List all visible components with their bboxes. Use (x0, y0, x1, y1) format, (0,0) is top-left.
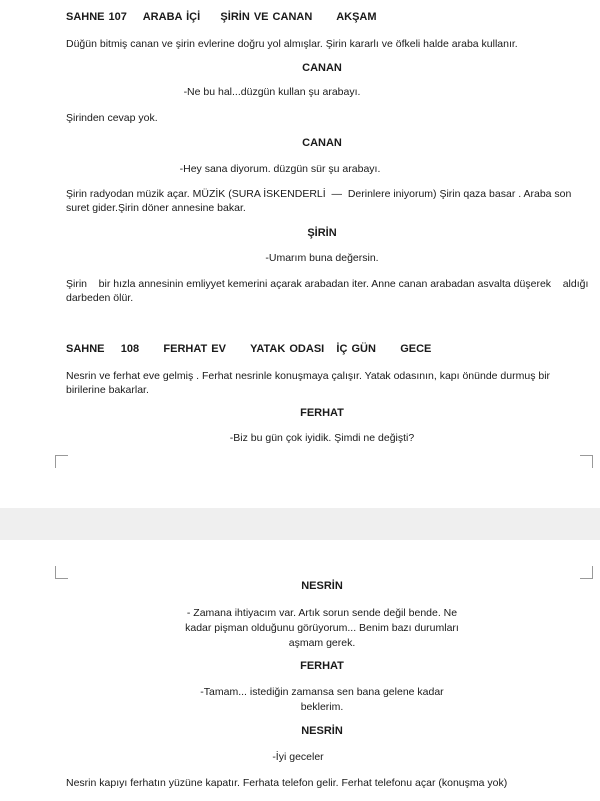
action-paragraph: suret gider.Şirin döner annesine bakar. (66, 202, 246, 214)
dialogue-line: -Tamam... istediğin zamansa sen bana gelene kadar (200, 686, 444, 698)
dialogue-line: kadar pişman olduğunu görüyorum... Benim bazı durumları (185, 622, 459, 634)
action-paragraph: Nesrin kapıyı ferhatın yüzüne kapatır. Ferhata telefon gelir. Ferhat telefonu açar (konuşma yok) (66, 777, 508, 789)
action-paragraph: Nesrin ve ferhat eve gelmiş . Ferhat nesrinle konuşmaya çalışır. Yatak odasının, kapı önünde durmuş bir (66, 370, 551, 382)
margin-corner-mark (580, 566, 593, 579)
margin-corner-mark (580, 455, 593, 468)
script-page-2 (0, 540, 600, 801)
dialogue-line: -Biz bu gün çok iyidik. Şimdi ne değişti? (229, 432, 415, 444)
margin-corner-mark (55, 455, 68, 468)
dialogue-line: -Umarım buna değersin. (265, 252, 379, 264)
page-break-gap (0, 508, 600, 540)
dialogue-line: -Ne bu hal...düzgün kullan şu arabayı. (183, 86, 361, 98)
margin-corner-mark (55, 566, 68, 579)
character-name: NESRİN (301, 580, 343, 592)
character-name: NESRİN (301, 725, 343, 737)
dialogue-line: aşmam gerek. (288, 637, 356, 649)
character-name: CANAN (302, 137, 342, 149)
character-name: FERHAT (300, 660, 344, 672)
dialogue-line: -İyi geceler (272, 751, 324, 763)
character-name: ŞİRİN (307, 227, 337, 239)
scene-107-heading: SAHNE 107 ARABA İÇİ ŞİRİN VE CANAN AKŞAM (66, 11, 377, 23)
character-name: CANAN (302, 62, 342, 74)
dialogue-line: beklerim. (300, 701, 344, 713)
action-paragraph: Şirinden cevap yok. (66, 112, 158, 124)
action-paragraph: Şirin bir hızla annesinin emliyyet kemerini açarak arabadan iter. Anne canan arabadan asvalta düşerek aldığı (66, 278, 589, 290)
character-name: FERHAT (300, 407, 344, 419)
action-paragraph: birilerine bakarlar. (66, 384, 149, 396)
action-paragraph: Şirin radyodan müzik açar. MÜZİK (SURA İSKENDERLİ — Derinlere iniyorum) Şirin qaza basar . Araba son (66, 188, 572, 200)
scene-108-heading: SAHNE 108 FERHAT EV YATAK ODASI İÇ GÜN GECE (66, 343, 432, 355)
dialogue-line: -Hey sana diyorum. düzgün sür şu arabayı. (179, 163, 381, 175)
action-paragraph: darbeden ölür. (66, 292, 134, 304)
dialogue-line: - Zamana ihtiyacım var. Artık sorun sende değil bende. Ne (186, 607, 458, 619)
action-paragraph: Düğün bitmiş canan ve şirin evlerine doğru yol almışlar. Şirin kararlı ve öfkeli halde araba kullanır. (66, 38, 518, 50)
